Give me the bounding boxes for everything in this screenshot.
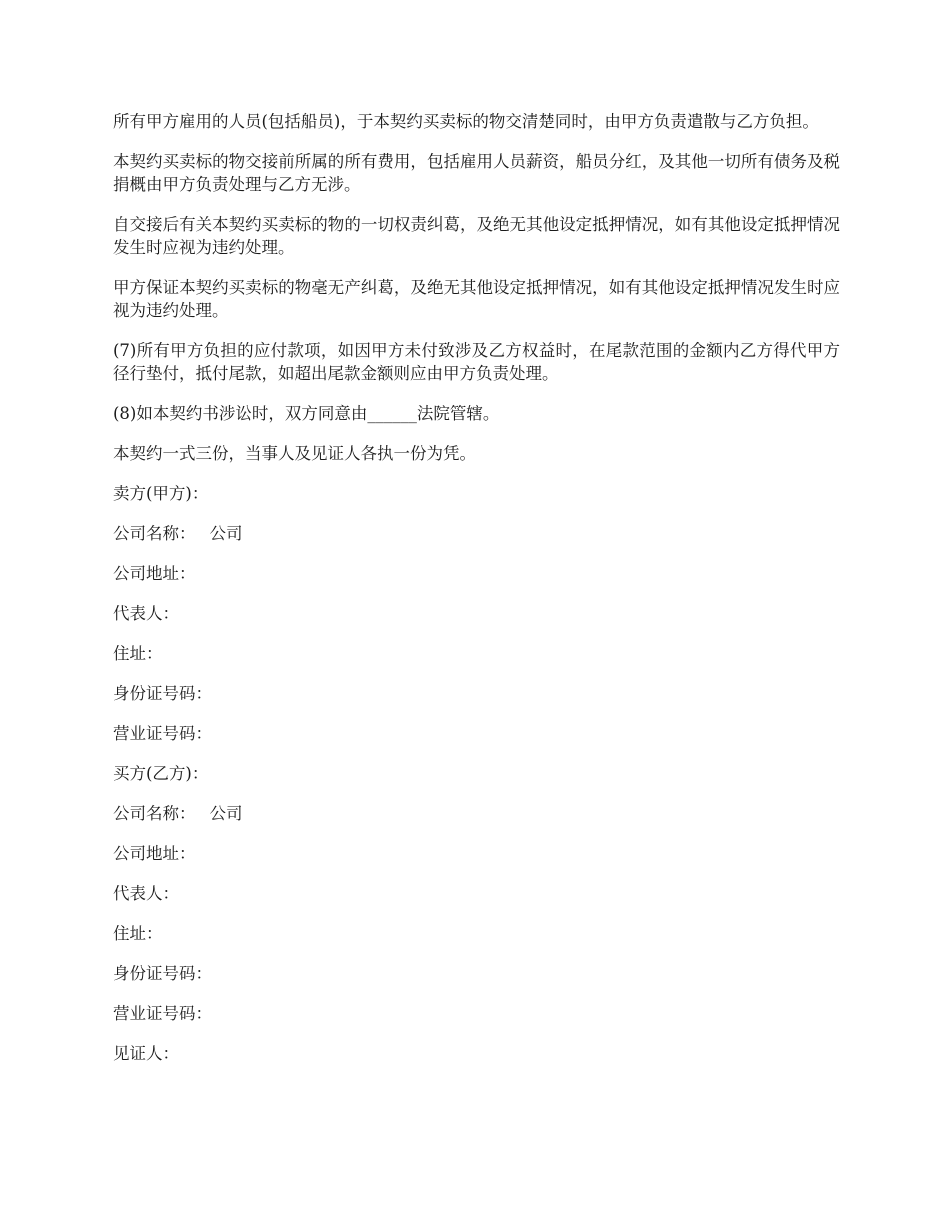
buyer-company-name-value: 公司 [209, 804, 243, 823]
buyer-company-name-label: 公司名称： [113, 804, 196, 823]
seller-company-name [113, 522, 840, 545]
buyer-company-name [113, 802, 840, 825]
contract-body [113, 110, 840, 1082]
seller-heading: 卖方(甲方)： [113, 484, 209, 503]
buyer-heading: 买方(乙方)： [113, 764, 209, 783]
seller-section [113, 482, 840, 745]
seller-business-license: 营业证号码： [113, 724, 212, 743]
clause-crew-dismissal: 所有甲方雇用的人员(包括船员)，于本契约买卖标的物交清楚同时，由甲方负责遣散与乙方负担。 [113, 112, 819, 131]
buyer-representative: 代表人： [113, 884, 179, 903]
buyer-id-number: 身份证号码： [113, 964, 212, 983]
clause-copies: 本契约一式三份，当事人及见证人各执一份为凭。 [113, 444, 476, 463]
seller-company-name-value: 公司 [209, 524, 243, 543]
seller-address: 住址： [113, 644, 163, 663]
clause-8-jurisdiction: (8)如本契约书涉讼时，双方同意由______法院管辖。 [113, 404, 500, 423]
buyer-business-license: 营业证号码： [113, 1004, 212, 1023]
clause-prior-expenses: 本契约买卖标的物交接前所属的所有费用，包括雇用人员薪资，船员分红，及其他一切所有债务及税捐概由甲方负责处理与乙方无涉。 [113, 152, 840, 194]
seller-representative: 代表人： [113, 604, 179, 623]
buyer-address: 住址： [113, 924, 163, 943]
clause-7-payables: (7)所有甲方负担的应付款项，如因甲方未付致涉及乙方权益时，在尾款范围的金额内乙方得代甲方径行垫付，抵付尾款，如超出尾款金额则应由甲方负责处理。 [113, 341, 840, 383]
witness-label: 见证人： [113, 1044, 179, 1063]
seller-company-address: 公司地址： [113, 564, 196, 583]
clause-post-handover-liability: 自交接后有关本契约买卖标的物的一切权责纠葛，及绝无其他设定抵押情况，如有其他设定抵押情况发生时应视为违约处理。 [113, 215, 840, 257]
buyer-section [113, 762, 840, 1025]
seller-id-number: 身份证号码： [113, 684, 212, 703]
clause-seller-guarantee: 甲方保证本契约买卖标的物毫无产纠葛，及绝无其他设定抵押情况，如有其他设定抵押情况发生时应视为违约处理。 [113, 278, 840, 320]
seller-company-name-label: 公司名称： [113, 524, 196, 543]
buyer-company-address: 公司地址： [113, 844, 196, 863]
